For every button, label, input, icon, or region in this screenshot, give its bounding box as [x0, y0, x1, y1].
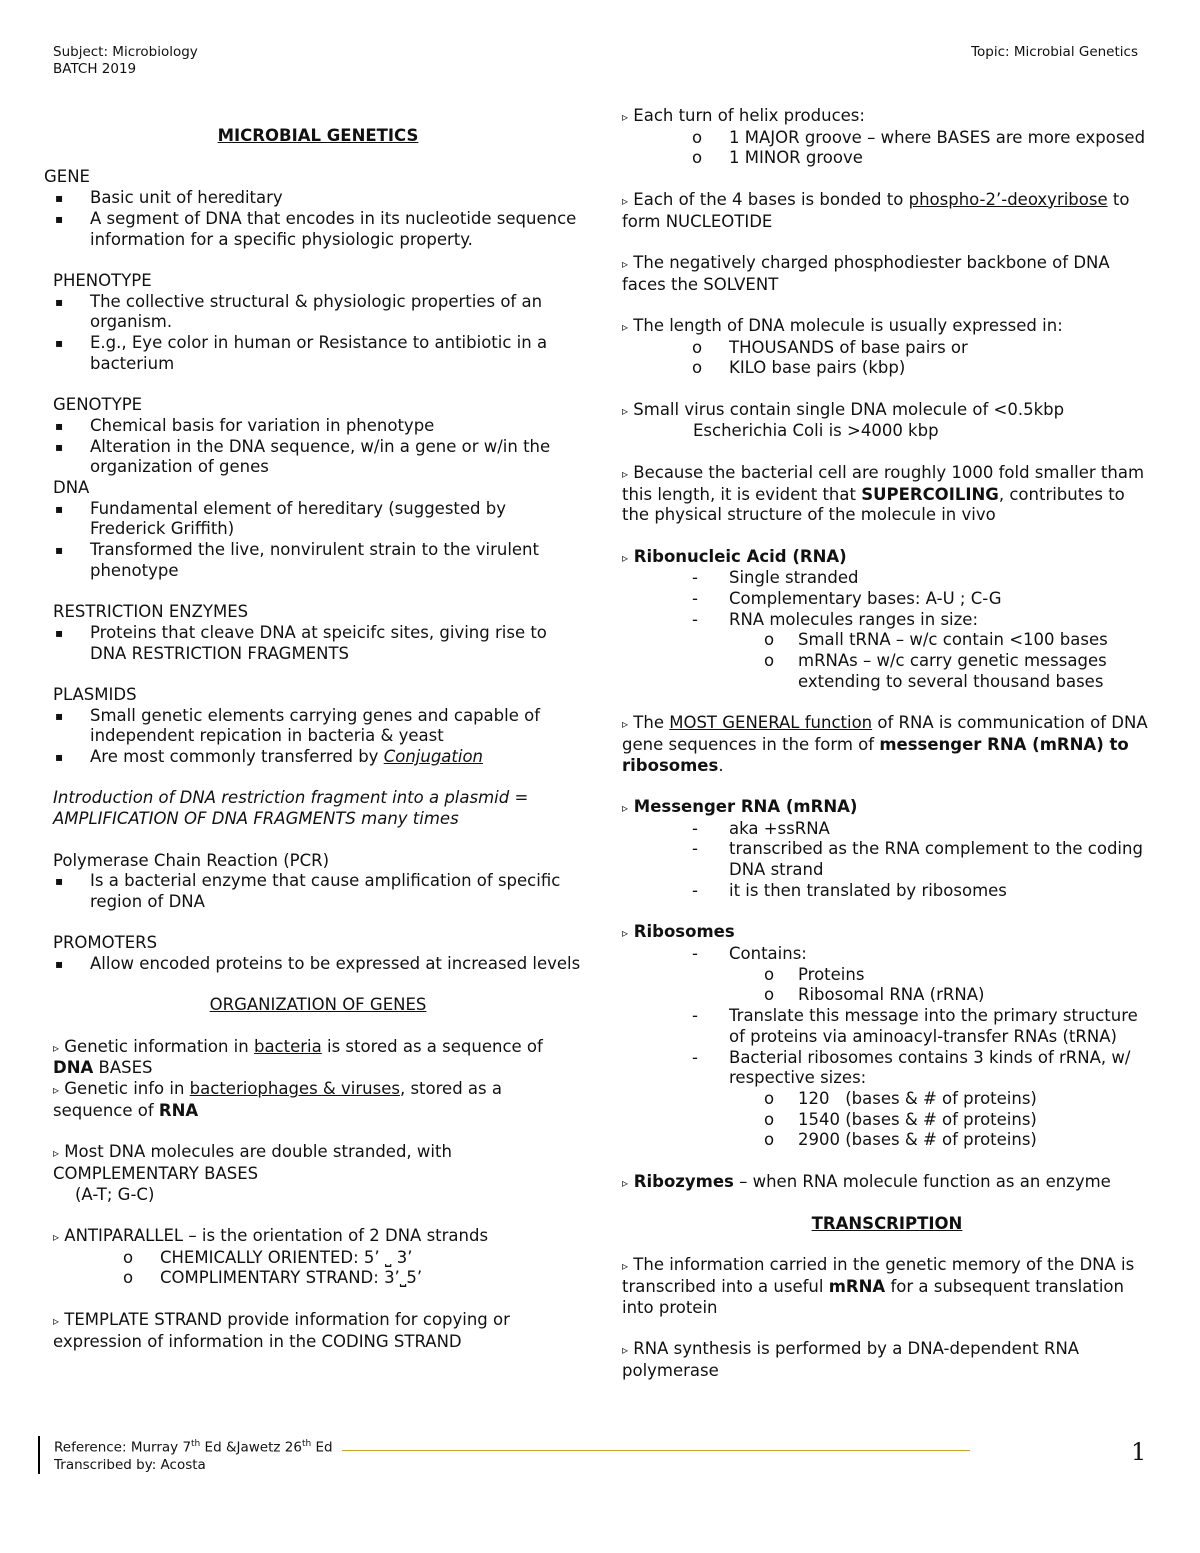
circle-bullet-icon: o: [692, 337, 703, 357]
triangle-bullet-icon: ▹: [53, 1313, 60, 1328]
paragraph: ▹ The MOST GENERAL function of RNA is communication of DNA gene sequences in the form of messenger RNA (mRNA) to ribosomes.: [622, 713, 1148, 775]
list-item: o COMPLIMENTARY STRAND: 3’⎵5’: [123, 1268, 423, 1288]
plasmids-heading: PLASMIDS: [53, 684, 137, 704]
mrna-heading: ▹ Messenger RNA (mRNA): [622, 797, 858, 817]
triangle-bullet-icon: ▹: [622, 1343, 629, 1358]
dash-bullet-icon: -: [692, 943, 698, 963]
circle-bullet-icon: o: [764, 1130, 775, 1150]
list-item: o 1 MAJOR groove – where BASES are more exposed: [692, 127, 1146, 147]
triangle-bullet-icon: ▹: [622, 717, 629, 732]
batch-label: BATCH 2019: [53, 61, 137, 77]
triangle-bullet-icon: ▹: [622, 1259, 629, 1274]
triangle-bullet-icon: ▹: [622, 926, 629, 941]
dash-bullet-icon: -: [692, 589, 698, 609]
paragraph: ▹ RNA synthesis is performed by a DNA-dependent RNA polymerase: [622, 1339, 1080, 1380]
paragraph: Escherichia Coli is >4000 kbp: [693, 421, 939, 441]
list-item: o 2900 (bases & # of proteins): [764, 1130, 1037, 1150]
footer: [38, 1436, 333, 1474]
list-item: ▪ Chemical basis for variation in phenotype: [53, 416, 583, 437]
restriction-heading: RESTRICTION ENZYMES: [53, 602, 249, 622]
bullet-icon: [53, 292, 90, 313]
subject-label: Subject: Microbiology: [53, 44, 198, 60]
circle-bullet-icon: o: [123, 1268, 134, 1288]
list-item: o Proteins: [764, 964, 865, 984]
list-item: - RNA molecules ranges in size:: [692, 609, 979, 629]
list-item: o 1 MINOR groove: [692, 148, 863, 168]
list-item: ▪ The collective structural & physiologic properties of an organism.: [53, 292, 583, 333]
promoters-heading: PROMOTERS: [53, 933, 158, 953]
bullet-icon: [53, 333, 90, 354]
footer-divider: [342, 1450, 970, 1451]
paragraph: ▹ Ribozymes – when RNA molecule function as an enzyme: [622, 1171, 1111, 1191]
right-column: [622, 106, 1152, 1382]
list-item: - transcribed as the RNA complement to the coding DNA strand: [692, 839, 1143, 880]
triangle-bullet-icon: ▹: [53, 1146, 60, 1161]
dash-bullet-icon: -: [692, 839, 698, 859]
list-item: - Complementary bases: A-U ; C-G: [692, 589, 1002, 609]
circle-bullet-icon: o: [764, 1109, 775, 1129]
paragraph: ▹ The information carried in the genetic memory of the DNA is transcribed into a useful mRNA for a subsequent translation into protein: [622, 1255, 1135, 1317]
phenotype-heading: PHENOTYPE: [53, 270, 152, 290]
transcription-title: TRANSCRIPTION: [811, 1214, 963, 1234]
gene-heading: GENE: [44, 167, 90, 187]
triangle-bullet-icon: ▹: [622, 110, 629, 124]
circle-bullet-icon: o: [764, 985, 775, 1005]
paragraph: (A-T; G-C): [75, 1184, 155, 1204]
list-item: - Bacterial ribosomes contains 3 kinds of rRNA, w/ respective sizes:: [692, 1047, 1131, 1088]
paragraph: ▹ Small virus contain single DNA molecule of <0.5kbp: [622, 399, 1065, 419]
list-item: - aka +ssRNA: [692, 818, 830, 838]
triangle-bullet-icon: ▹: [622, 193, 629, 208]
list-item: - it is then translated by ribosomes: [692, 880, 1007, 900]
list-item: o 120 (bases & # of proteins): [764, 1088, 1037, 1108]
list-item: ▪ Small genetic elements carrying genes and capable of independent repication in bacteria & yeast: [53, 706, 583, 747]
list-item: - Single stranded: [692, 568, 859, 588]
main-title: MICROBIAL GENETICS: [217, 126, 419, 145]
list-item: o Ribosomal RNA (rRNA): [764, 985, 985, 1005]
circle-bullet-icon: o: [764, 1088, 775, 1108]
page-header-left: [53, 44, 198, 78]
circle-bullet-icon: o: [692, 358, 703, 378]
bullet-icon: [53, 188, 90, 209]
list-item: ▪ Alteration in the DNA sequence, w/in a gene or w/in the organization of genes: [53, 437, 583, 478]
bullet-icon: [53, 871, 90, 892]
bullet-icon: [53, 747, 90, 768]
transcribed-by: Transcribed by: Acosta: [54, 1456, 206, 1473]
organization-title: ORGANIZATION OF GENES: [209, 995, 427, 1015]
list-item: ▪ Is a bacterial enzyme that cause amplification of specific region of DNA: [53, 871, 583, 912]
triangle-bullet-icon: ▹: [622, 466, 629, 481]
reference-line: Reference: Murray 7th Ed &Jawetz 26th Ed: [54, 1439, 333, 1456]
dna-heading: DNA: [53, 477, 90, 497]
paragraph: ▹ Each of the 4 bases is bonded to phospho-2’-deoxyribose to form NUCLEOTIDE: [622, 189, 1130, 231]
circle-bullet-icon: o: [692, 127, 703, 147]
list-item: o 1540 (bases & # of proteins): [764, 1109, 1037, 1129]
paragraph: ▹ Genetic info in bacteriophages & viruses, stored as a sequence of RNA: [53, 1079, 502, 1120]
list-item: o CHEMICALLY ORIENTED: 5’ ⎵ 3’: [123, 1247, 413, 1267]
bullet-icon: [53, 499, 90, 520]
list-item: ▪ Transformed the live, nonvirulent strain to the virulent phenotype: [53, 540, 583, 581]
list-item: - Contains:: [692, 943, 807, 963]
dash-bullet-icon: -: [692, 880, 698, 900]
left-column: [44, 126, 583, 1352]
pcr-heading: Polymerase Chain Reaction (PCR): [53, 850, 330, 870]
list-item: o THOUSANDS of base pairs or: [692, 337, 968, 357]
bullet-icon: [53, 416, 90, 437]
circle-bullet-icon: o: [692, 148, 703, 168]
list-item: o KILO base pairs (kbp): [692, 358, 906, 378]
triangle-bullet-icon: ▹: [53, 1040, 60, 1055]
paragraph: ▹ Because the bacterial cell are roughly 1000 fold smaller tham this length, it is evident that SUPERCOILING, contributes to the physical structure of the molecule in vivo: [622, 462, 1145, 525]
dash-bullet-icon: -: [692, 568, 698, 588]
circle-bullet-icon: o: [764, 630, 775, 650]
dash-bullet-icon: -: [692, 1006, 698, 1026]
bullet-icon: [53, 954, 90, 975]
list-item: o mRNAs – w/c carry genetic messages extending to several thousand bases: [764, 651, 1107, 691]
circle-bullet-icon: o: [764, 964, 775, 984]
circle-bullet-icon: o: [764, 651, 775, 671]
list-item: ▪ A segment of DNA that encodes in its nucleotide sequence information for a specific physiologic property.: [53, 209, 583, 250]
topic-label: Topic: Microbial Genetics: [971, 44, 1138, 60]
bullet-icon: [53, 209, 90, 230]
paragraph: ▹ TEMPLATE STRAND provide information for copying or expression of information in the CODING STRAND: [53, 1309, 510, 1351]
page-number: 1: [1131, 1438, 1147, 1466]
paragraph: ▹ The negatively charged phosphodiester backbone of DNA faces the SOLVENT: [622, 252, 1110, 294]
list-item: ▪ Proteins that cleave DNA at speicifc sites, giving rise to DNA RESTRICTION FRAGMENTS: [53, 623, 583, 664]
circle-bullet-icon: o: [123, 1247, 134, 1267]
list-item: o Small tRNA – w/c contain <100 bases: [764, 630, 1108, 650]
list-item: ▪ Are most commonly transferred by Conjugation: [53, 747, 583, 768]
list-item: ▪ E.g., Eye color in human or Resistance to antibiotic in a bacterium: [53, 333, 583, 374]
bullet-icon: [53, 540, 90, 561]
list-item: ▪ Basic unit of hereditary: [53, 188, 583, 209]
paragraph: ▹ Most DNA molecules are double stranded, with COMPLEMENTARY BASES: [53, 1142, 452, 1183]
triangle-bullet-icon: ▹: [622, 319, 629, 334]
triangle-bullet-icon: ▹: [53, 1230, 60, 1245]
triangle-bullet-icon: ▹: [53, 1083, 60, 1098]
dash-bullet-icon: -: [692, 818, 698, 838]
dash-bullet-icon: -: [692, 1047, 698, 1067]
paragraph: ▹ The length of DNA molecule is usually expressed in:: [622, 315, 1063, 335]
intro-note: Introduction of DNA restriction fragment into a plasmid = AMPLIFICATION OF DNA FRAGMENTS many times: [53, 788, 529, 829]
list-item: ▪ Fundamental element of hereditary (suggested by Frederick Griffith): [53, 499, 583, 540]
triangle-bullet-icon: ▹: [622, 801, 629, 816]
triangle-bullet-icon: ▹: [622, 256, 629, 271]
triangle-bullet-icon: ▹: [622, 403, 629, 418]
list-item: - Translate this message into the primary structure of proteins via aminoacyl-transfer RNAs (tRNA): [692, 1006, 1138, 1046]
bullet-icon: [53, 623, 90, 644]
bullet-icon: [53, 437, 90, 458]
triangle-bullet-icon: ▹: [622, 1175, 629, 1190]
ribosomes-heading: ▹ Ribosomes: [622, 922, 735, 942]
genotype-heading: GENOTYPE: [53, 395, 143, 415]
triangle-bullet-icon: ▹: [622, 550, 629, 565]
list-item: ▪ Allow encoded proteins to be expressed at increased levels: [53, 954, 583, 975]
bullet-icon: [53, 706, 90, 727]
dash-bullet-icon: -: [692, 609, 698, 629]
paragraph: ▹ Genetic information in bacteria is stored as a sequence of DNA BASES: [53, 1036, 543, 1078]
paragraph: ▹ Each turn of helix produces:: [622, 106, 865, 125]
paragraph: ▹ ANTIPARALLEL – is the orientation of 2 DNA strands: [53, 1226, 489, 1246]
rna-heading: ▹ Ribonucleic Acid (RNA): [622, 546, 847, 566]
